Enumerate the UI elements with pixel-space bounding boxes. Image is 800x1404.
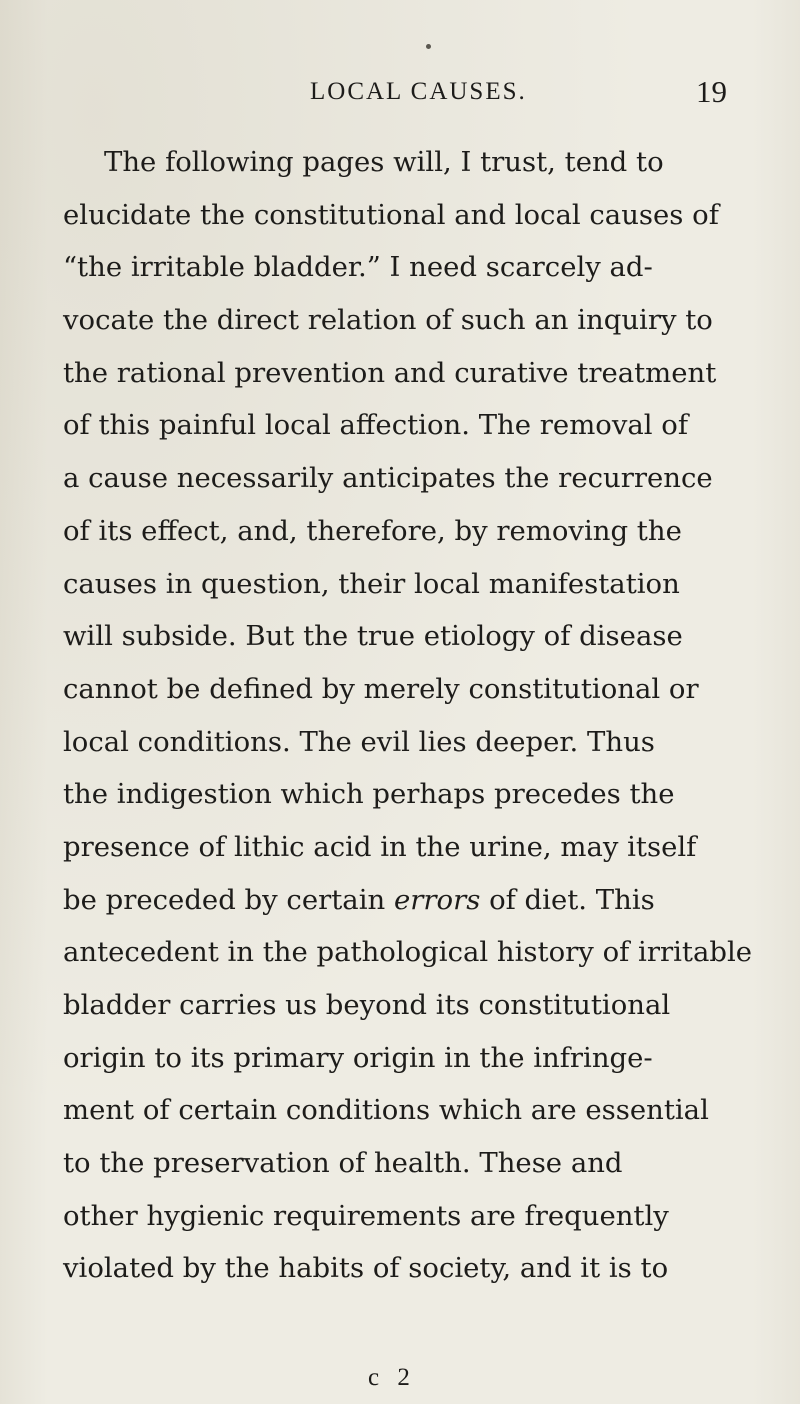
- text-line: causes in question, their local manifestation: [63, 567, 680, 600]
- text-line: other hygienic requirements are frequently: [63, 1199, 669, 1232]
- text-line: of this painful local affection. The removal of: [63, 409, 689, 442]
- text-line: the rational prevention and curative treatment: [63, 356, 717, 389]
- text-line: bladder carries us beyond its constitutional: [63, 989, 671, 1021]
- text-line: origin to its primary origin in the infringe-: [63, 1041, 653, 1074]
- body-paragraph: [63, 136, 753, 1295]
- text-line: elucidate the constitutional and local causes of: [63, 198, 719, 231]
- text-run: of diet. This: [480, 883, 655, 916]
- text-line: of its effect, and, therefore, by removing the: [63, 514, 682, 547]
- text-line: to the preservation of health. These and: [63, 1147, 623, 1180]
- text-run: be preceded by certain: [63, 883, 394, 916]
- text-line: will subside. But the true etiology of disease: [63, 620, 683, 653]
- signature-mark: c 2: [368, 1364, 416, 1391]
- text-line: cannot be defined by merely constitutional or: [63, 672, 699, 705]
- text-line: violated by the habits of society, and it is to: [63, 1252, 669, 1285]
- running-head: LOCAL CAUSES.: [310, 78, 527, 105]
- text-line: ment of certain conditions which are essential: [63, 1094, 709, 1127]
- text-line: The following pages will, I trust, tend to: [104, 146, 664, 178]
- text-line: local conditions. The evil lies deeper. Thus: [63, 725, 655, 758]
- text-line: “the irritable bladder.” I need scarcely ad-: [63, 251, 653, 284]
- italic-word: errors: [393, 883, 481, 916]
- text-line: the indigestion which perhaps precedes the: [63, 778, 675, 811]
- printer-mark: [426, 44, 431, 49]
- text-line: antecedent in the pathological history of irritable: [63, 936, 753, 969]
- text-line: a cause necessarily anticipates the recurrence: [63, 462, 713, 495]
- page-number: 19: [696, 74, 727, 109]
- text-line: vocate the direct relation of such an inquiry to: [63, 304, 713, 337]
- text-line: [63, 874, 743, 927]
- text-line: presence of lithic acid in the urine, may itself: [63, 830, 697, 863]
